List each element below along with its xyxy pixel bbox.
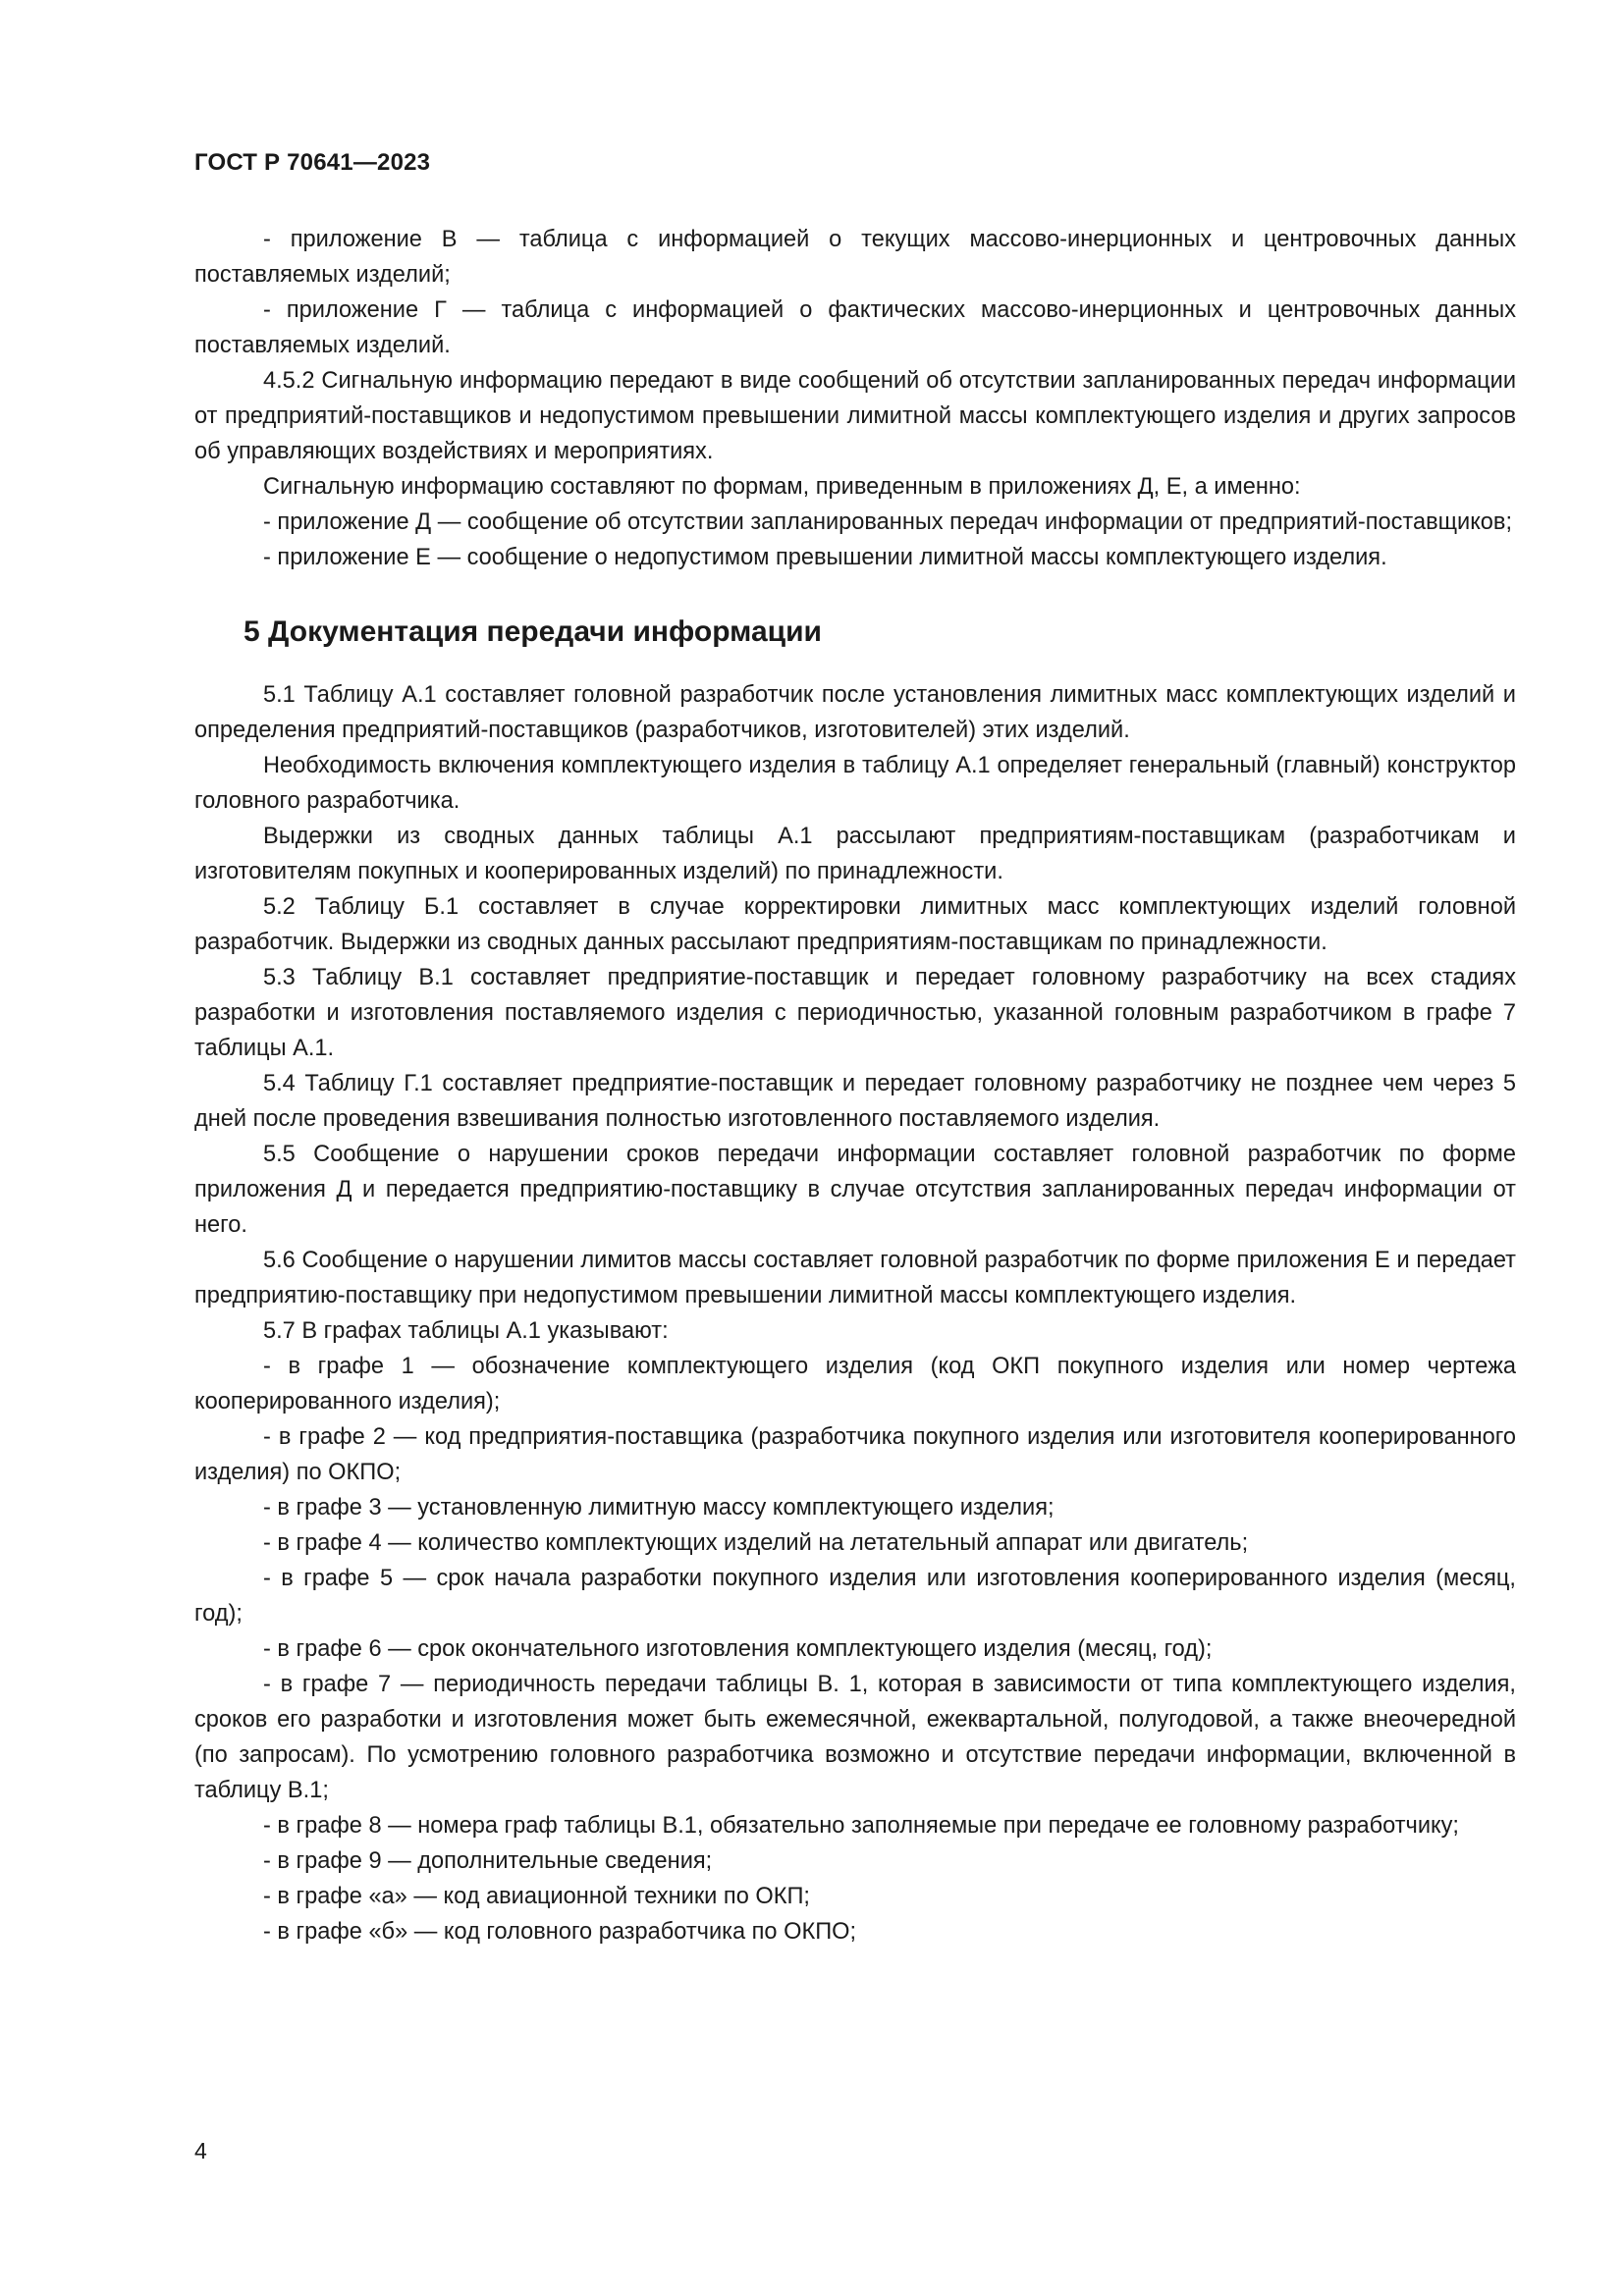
- paragraph-5-6: 5.6 Сообщение о нарушении лимитов массы составляет головной разработчик по форме приложения Е и передает предприятию-поставщику при недопустимом превышении лимитной массы комплектующего изделия.: [194, 1248, 1516, 1308]
- paragraph-5-1-inclusion: Необходимость включения комплектующего изделия в таблицу А.1 определяет генеральный (главный) конструктор головного разработчика.: [194, 753, 1516, 814]
- paragraph-5-7: 5.7 В графах таблицы А.1 указывают:: [263, 1318, 669, 1344]
- paragraph-appendix-e: - приложение Е — сообщение о недопустимом превышении лимитной массы комплектующего изделия.: [263, 545, 1387, 570]
- section-5-heading: 5 Документация передачи информации: [244, 615, 822, 648]
- list-item-column-b: - в графе «б» — код головного разработчика по ОКПО;: [263, 1919, 857, 1945]
- paragraph-5-2: 5.2 Таблицу Б.1 составляет в случае корректировки лимитных масс комплектующих изделий головной разработчик. Выдержки из сводных данных рассылают предприятиям-поставщикам по принадлежности.: [194, 894, 1516, 955]
- paragraph-5-5: 5.5 Сообщение о нарушении сроков передачи информации составляет головной разработчик по форме приложения Д и передается предприятию-поставщику в случае отсутствия запланированных передач информации от него.: [194, 1142, 1516, 1238]
- paragraph-5-1: 5.1 Таблицу А.1 составляет головной разработчик после установления лимитных масс комплектующих изделий и определения предприятий-поставщиков (разработчиков, изготовителей) этих изделий.: [194, 682, 1516, 743]
- paragraph-5-4: 5.4 Таблицу Г.1 составляет предприятие-поставщик и передает головному разработчику не позднее чем через 5 дней после проведения взвешивания полностью изготовленного поставляемого изделия.: [194, 1071, 1516, 1132]
- paragraph-signal-forms: Сигнальную информацию составляют по формам, приведенным в приложениях Д, Е, а именно:: [263, 474, 1301, 500]
- paragraph-appendix-v: - приложение В — таблица с информацией о текущих массово-инерционных и центровочных данных поставляемых изделий;: [194, 227, 1516, 288]
- list-item-column-6: - в графе 6 — срок окончательного изготовления комплектующего изделия (месяц, год);: [263, 1636, 1213, 1662]
- document-header: ГОСТ Р 70641—2023: [194, 149, 431, 176]
- list-item-column-8: - в графе 8 — номера граф таблицы В.1, обязательно заполняемые при передаче ее головному разработчику;: [263, 1813, 1459, 1839]
- list-item-column-4: - в графе 4 — количество комплектующих изделий на летательный аппарат или двигатель;: [263, 1530, 1249, 1556]
- list-item-column-3: - в графе 3 — установленную лимитную массу комплектующего изделия;: [263, 1495, 1055, 1521]
- page-number: 4: [194, 2138, 207, 2163]
- list-item-column-a: - в графе «а» — код авиационной техники по ОКП;: [263, 1884, 810, 1909]
- list-item-column-2: - в графе 2 — код предприятия-поставщика (разработчика покупного изделия или изготовителя кооперированного изделия) по ОКПО;: [194, 1424, 1516, 1485]
- list-item-column-5: - в графе 5 — срок начала разработки покупного изделия или изготовления кооперированного изделия (месяц, год);: [194, 1566, 1516, 1627]
- paragraph-4-5-2: 4.5.2 Сигнальную информацию передают в виде сообщений об отсутствии запланированных передач информации от предприятий-поставщиков и недопустимом превышении лимитной массы комплектующего изделия и других запросов об управляющих воздействиях и мероприятиях.: [194, 368, 1516, 464]
- paragraph-5-1-excerpts: Выдержки из сводных данных таблицы А.1 рассылают предприятиям-поставщикам (разработчикам и изготовителям покупных и кооперированных изделий) по принадлежности.: [194, 824, 1516, 884]
- paragraph-5-3: 5.3 Таблицу В.1 составляет предприятие-поставщик и передает головному разработчику на всех стадиях разработки и изготовления поставляемого изделия с периодичностью, указанной головным разработчиком в графе 7 таблицы А.1.: [194, 965, 1516, 1061]
- list-item-column-7: - в графе 7 — периодичность передачи таблицы В. 1, которая в зависимости от типа комплектующего изделия, сроков его разработки и изготовления может быть ежемесячной, ежеквартальной, полугодовой, а также внеочередной (по запросам). По усмотрению головного разработчика возможно и отсутствие передачи информации, включенной в таблицу В.1;: [194, 1672, 1516, 1803]
- list-item-column-9: - в графе 9 — дополнительные сведения;: [263, 1848, 713, 1874]
- document-body: [194, 222, 1516, 1949]
- paragraph-appendix-d: - приложение Д — сообщение об отсутствии запланированных передач информации от предприятий-поставщиков;: [263, 509, 1513, 535]
- paragraph-appendix-g: - приложение Г — таблица с информацией о фактических массово-инерционных и центровочных данных поставляемых изделий.: [194, 297, 1516, 358]
- list-item-column-1: - в графе 1 — обозначение комплектующего изделия (код ОКП покупного изделия или номер чертежа кооперированного изделия);: [194, 1354, 1516, 1415]
